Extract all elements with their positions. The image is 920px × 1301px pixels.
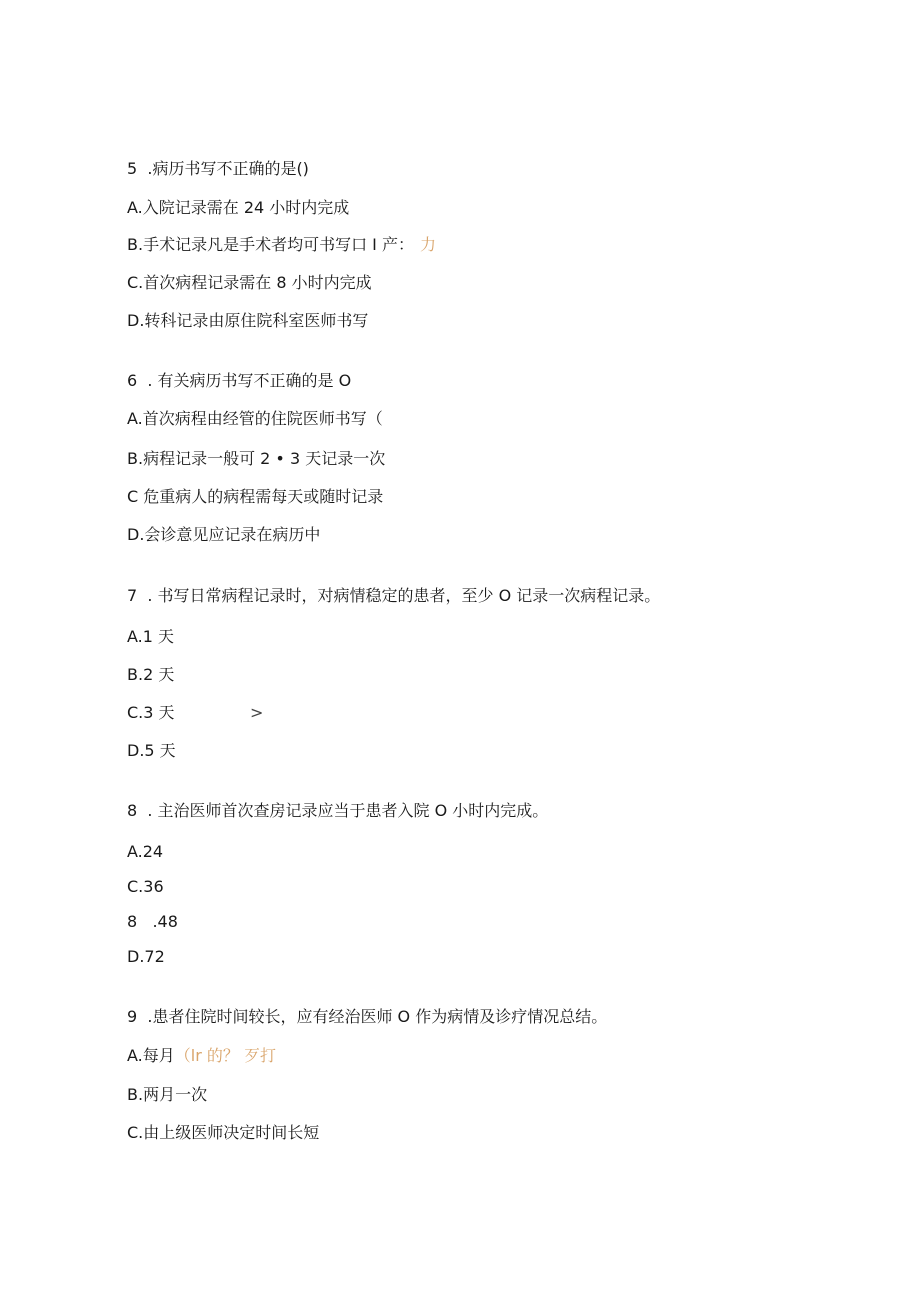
question-9-option-a — [127, 1045, 276, 1067]
question-5-option-a: A.入院记录需在 24 小时内完成 — [127, 198, 350, 217]
question-5-option-b — [127, 234, 436, 256]
question-7-option-a: A.1 天 — [127, 627, 175, 646]
question-9-stem: 9 .患者住院时间较长，应有经治医师 O 作为病情及诊疗情况总结。 — [127, 1007, 608, 1026]
option-text: B.手术记录凡是手术者均可书写口 I 产： — [127, 235, 414, 254]
question-7-option-c: C.3 天 — [127, 703, 175, 722]
question-6-option-b: B.病程记录一般可 2 • 3 天记录一次 — [127, 449, 386, 468]
handwritten-note: 力 — [419, 235, 436, 254]
question-7-option-d: D.5 天 — [127, 741, 176, 760]
question-9-option-b: B.两月一次 — [127, 1085, 208, 1104]
question-6-option-d: D.会诊意见应记录在病历中 — [127, 525, 321, 544]
question-8-option-b: 8 .48 — [127, 912, 178, 931]
question-6-option-a: A.首次病程由经管的住院医师书写（ — [127, 409, 383, 428]
handwritten-note: （lr 的？ 歹打 — [174, 1046, 276, 1065]
option-text: A.每月 — [127, 1046, 175, 1065]
question-7-option-b: B.2 天 — [127, 665, 175, 684]
question-5-option-c: C.首次病程记录需在 8 小时内完成 — [127, 273, 372, 292]
question-6-stem: 6 . 有关病历书写不正确的是 O — [127, 371, 352, 390]
question-8-stem: 8 . 主治医师首次查房记录应当于患者入院 O 小时内完成。 — [127, 801, 549, 820]
question-6-option-c: C 危重病人的病程需每天或随时记录 — [127, 487, 384, 506]
question-7-stem: 7 . 书写日常病程记录时，对病情稳定的患者，至少 O 记录一次病程记录。 — [127, 586, 661, 605]
question-8-option-d: D.72 — [127, 947, 165, 966]
question-5-option-d: D.转科记录由原住院科室医师书写 — [127, 311, 369, 330]
question-5-stem: 5 .病历书写不正确的是() — [127, 159, 309, 178]
question-8-option-c: C.36 — [127, 877, 164, 896]
question-9-option-c: C.由上级医师决定时间长短 — [127, 1123, 320, 1142]
question-8-option-a: A.24 — [127, 842, 164, 861]
stray-mark: > — [250, 703, 264, 722]
